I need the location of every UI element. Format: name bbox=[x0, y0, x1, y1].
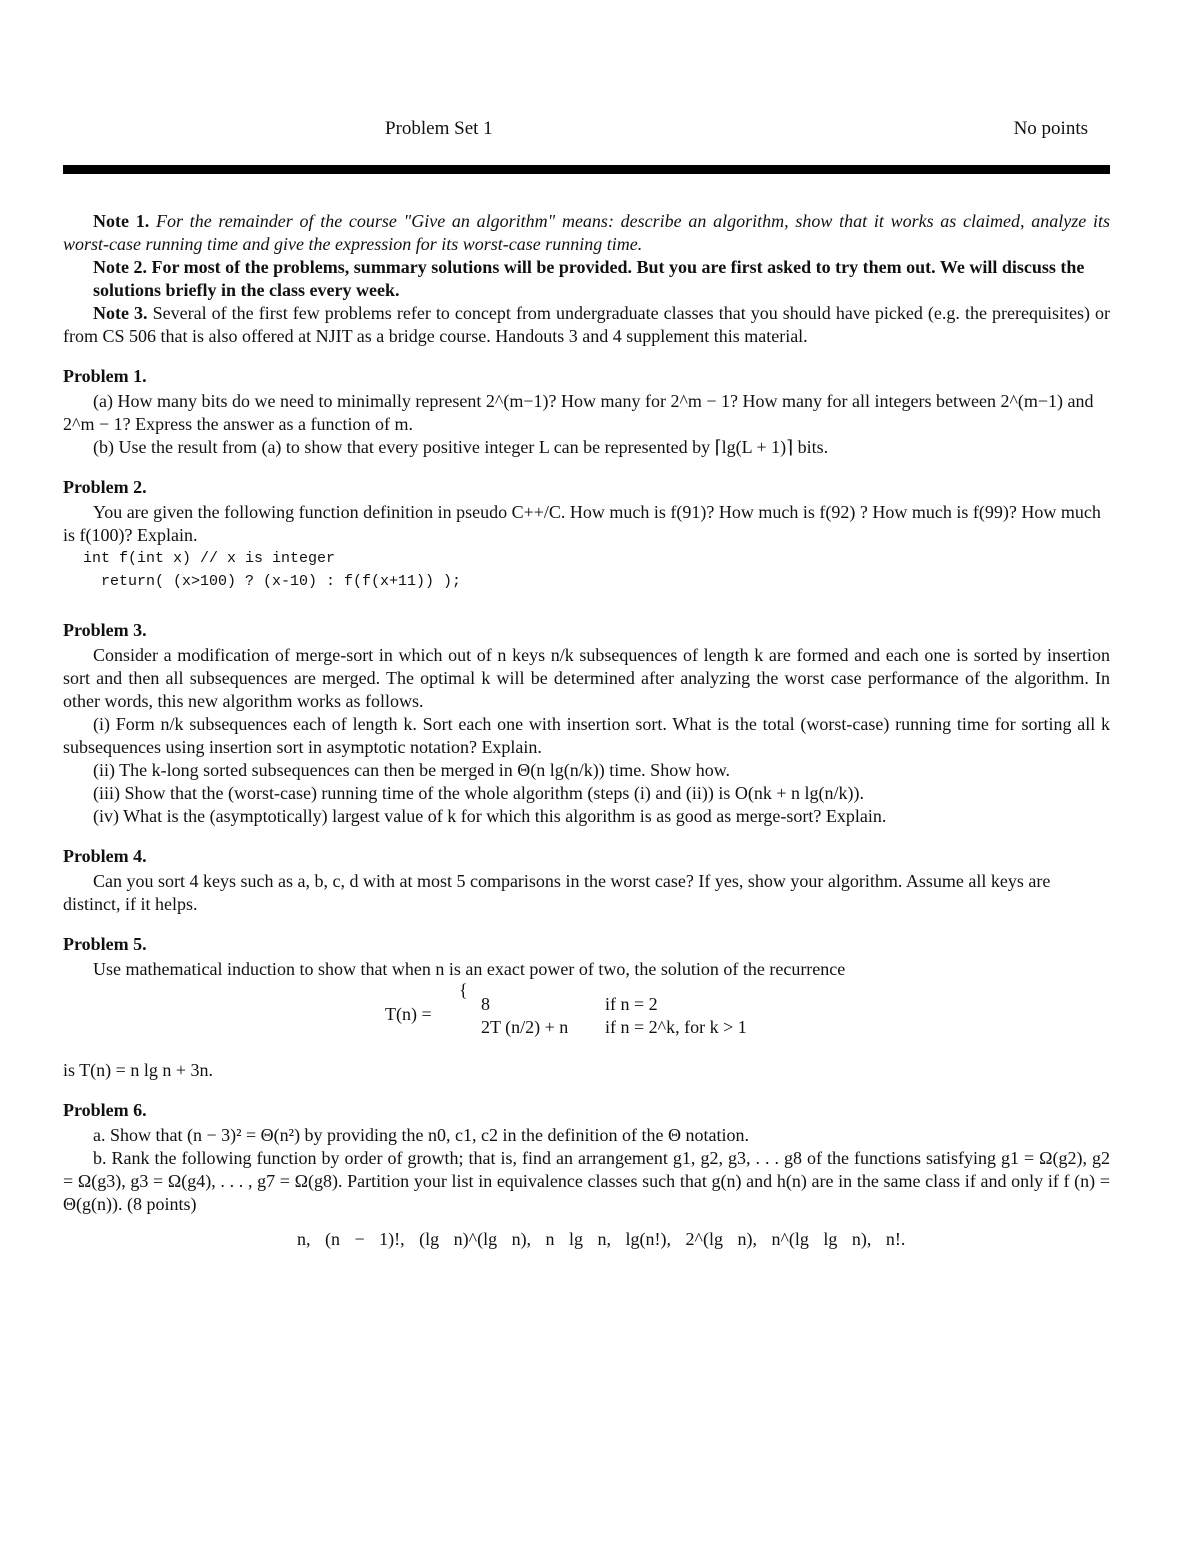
problem-6-title: Problem 6. bbox=[63, 1100, 147, 1120]
problem-2-title: Problem 2. bbox=[63, 477, 147, 497]
problem-1-b: (b) Use the result from (a) to show that every positive integer L can be represented by ⌈lg(L + 1)⌉ bits. bbox=[93, 437, 829, 457]
code-line-1: int f(int x) // x is integer bbox=[83, 550, 336, 567]
recurrence-brace: { bbox=[459, 980, 468, 1000]
note-1 bbox=[63, 210, 1110, 256]
function-list: n, (n − 1)!, (lg n)^(lg n), n lg n, lg(n!), 2^(lg n), n^(lg lg n), n!. bbox=[297, 1229, 906, 1249]
problem-3-ii: (ii) The k-long sorted subsequences can then be merged in Θ(n lg(n/k)) time. Show how. bbox=[93, 760, 731, 780]
header-rule bbox=[63, 165, 1110, 174]
problem-3-iii: (iii) Show that the (worst-case) running time of the whole algorithm (steps (i) and (ii)) is O(nk + n lg(n/k)). bbox=[93, 783, 864, 803]
problem-3-intro: Consider a modification of merge-sort in which out of n keys n/k subsequences of length k are formed and each one is sorted by insertion sort and then all subsequences are merged. The optimal k will be determined after analyzing the worst case performance of the algorithm. In other words, this new algorithm works as follows. bbox=[63, 645, 1110, 711]
recurrence-lhs: T(n) = bbox=[385, 1004, 432, 1024]
problem-3-i: (i) Form n/k subsequences each of length k. Sort each one with insertion sort. What is the total (worst-case) running time for sorting all k subsequences using insertion sort in asymptotic notation? Explain. bbox=[63, 714, 1110, 757]
note-3-text: Several of the first few problems refer to concept from undergraduate classes that you should have picked (e.g. the prerequisites) or from CS 506 that is also offered at NJIT as a bridge course. Handouts 3 and 4 supplement this material. bbox=[63, 303, 1111, 346]
problem-4-text: Can you sort 4 keys such as a, b, c, d with at most 5 comparisons in the worst case? If yes, show your algorithm. Assume all keys are distinct, if it helps. bbox=[63, 871, 1051, 914]
problem-2-text: You are given the following function definition in pseudo C++/C. How much is f(91)? How much is f(92) ? How much is f(99)? How much is f(100)? Explain. bbox=[63, 502, 1101, 545]
points-label: No points bbox=[1013, 118, 1088, 139]
note-2: Note 2. For most of the problems, summary solutions will be provided. But you are first asked to try them out. We will discuss the solutions briefly in the class every week. bbox=[93, 257, 1085, 300]
note-3 bbox=[63, 302, 1110, 348]
recurrence-case-2-value: 2T (n/2) + n bbox=[481, 1017, 569, 1037]
recurrence-case-1-condition: if n = 2 bbox=[605, 994, 658, 1014]
problem-5-result: is T(n) = n lg n + 3n. bbox=[63, 1060, 213, 1080]
problem-5-text: Use mathematical induction to show that when n is an exact power of two, the solution of the recurrence bbox=[93, 959, 846, 979]
page-title: Problem Set 1 bbox=[385, 118, 493, 139]
note-1-label: Note 1. bbox=[93, 211, 150, 231]
problem-6-b: b. Rank the following function by order of growth; that is, find an arrangement g1, g2, g3, . . . g8 of the functions satisfying g1 = Ω(g2), g2 = Ω(g3), g3 = Ω(g4), . . . , g7 = Ω(g8). Partition your list in equivalence classes such that g(n) and h(n) are in the same class if and only if f (n) = Θ(g(n)). (8 points) bbox=[63, 1148, 1110, 1214]
code-line-2: return( (x>100) ? (x-10) : f(f(x+11)) ); bbox=[101, 573, 462, 590]
problem-4-title: Problem 4. bbox=[63, 846, 147, 866]
problem-1-title: Problem 1. bbox=[63, 366, 147, 386]
note-3-label: Note 3. bbox=[93, 303, 148, 323]
problem-3-title: Problem 3. bbox=[63, 620, 147, 640]
content bbox=[63, 210, 1110, 1251]
problem-5-title: Problem 5. bbox=[63, 934, 147, 954]
note-1-text: For the remainder of the course "Give an algorithm" means: describe an algorithm, show that it works as claimed, analyze its worst-case running time and give the expression for its worst-case running time. bbox=[63, 211, 1110, 254]
recurrence-case-2-condition: if n = 2^k, for k > 1 bbox=[605, 1017, 747, 1037]
recurrence bbox=[63, 981, 1110, 1059]
recurrence-case-1-value: 8 bbox=[481, 994, 490, 1014]
header bbox=[63, 117, 1110, 143]
problem-3-iv: (iv) What is the (asymptotically) largest value of k for which this algorithm is as good as merge-sort? Explain. bbox=[93, 806, 887, 826]
spacer bbox=[63, 593, 1110, 602]
problem-1-a: (a) How many bits do we need to minimally represent 2^(m−1)? How many for 2^m − 1? How many for all integers between 2^(m−1) and 2^m − 1? Express the answer as a function of m. bbox=[63, 391, 1094, 434]
problem-6-a: a. Show that (n − 3)² = Θ(n²) by providing the n0, c1, c2 in the definition of the Θ notation. bbox=[93, 1125, 749, 1145]
